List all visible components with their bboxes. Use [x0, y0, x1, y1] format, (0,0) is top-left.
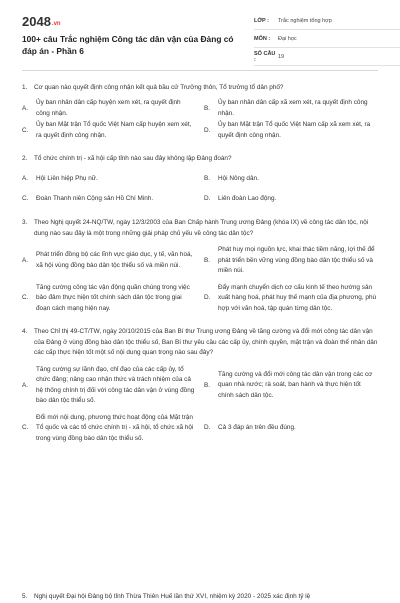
option-c[interactable] [22, 120, 196, 142]
options-grid [22, 245, 378, 314]
question-3 [22, 218, 378, 314]
option-text: Liên đoàn Lao động. [218, 194, 277, 202]
option-letter: A. [22, 381, 29, 389]
option-letter: C. [22, 424, 29, 431]
option-letter: D. [204, 294, 211, 301]
option-d[interactable] [204, 413, 378, 445]
option-text: Phát huy mọi nguồn lực, khai thác tiềm năng, lợi thế để phát triển bền vững vùng đồng bào dân tộc thiểu số và miền núi. [218, 246, 375, 274]
question-stem [22, 327, 378, 359]
option-a[interactable] [22, 245, 196, 277]
meta-table [254, 12, 400, 66]
option-letter: C. [22, 126, 29, 134]
options-grid [22, 365, 378, 445]
option-text: Đẩy mạnh chuyển dịch cơ cấu kinh tế theo hướng sản xuất hàng hoá, phát huy thế mạnh của địa phương, phù hợp với văn hoá, tập quán từng dân tộc. [218, 283, 377, 312]
option-b[interactable] [204, 98, 378, 120]
meta-value: Trắc nghiệm tổng hợp [278, 17, 332, 24]
option-text: Cả 3 đáp án trên đều đúng. [218, 424, 296, 431]
option-letter: D. [204, 194, 211, 202]
option-a[interactable] [22, 365, 196, 407]
meta-row-subject [254, 30, 400, 48]
option-text: Đổi mới nội dung, phương thức hoạt động của Mặt trận Tổ quốc và các tổ chức chính trị - xã hội, tổ chức xã hội trong vùng đồng bào dân tộc thiểu số. [36, 413, 194, 442]
option-d[interactable] [204, 283, 378, 315]
meta-value: Đại học [278, 35, 297, 42]
question-stem [22, 154, 378, 165]
question-5 [22, 592, 378, 603]
option-letter: B. [204, 256, 211, 264]
meta-label: MÔN : [254, 35, 271, 42]
option-text: Hội Nông dân. [218, 174, 259, 182]
option-text: Ủy ban nhân dân cấp xã xem xét, ra quyết định công nhận. [218, 99, 368, 117]
meta-label: LỚP : [254, 17, 269, 24]
option-c[interactable] [22, 413, 196, 445]
question-text: Theo Nghị quyết 24-NQ/TW, ngày 12/3/2003 của Ban Chấp hành Trung ương Đảng (khóa IX) về công tác dân tộc, nội dung nào sau đây là một trong những giải pháp chủ yếu về công tác dân tộc? [34, 219, 369, 237]
option-b[interactable] [204, 173, 378, 185]
option-text: Ủy ban Mặt trận Tổ quốc Việt Nam cấp xã xem xét, ra quyết định công nhận. [218, 121, 371, 139]
question-text: Cơ quan nào quyết định công nhận kết quả bầu cử Trưởng thôn, Tổ trưởng tổ dân phố? [34, 84, 284, 91]
options-grid [22, 98, 378, 142]
option-letter: A. [22, 104, 29, 112]
meta-row-count [254, 48, 400, 66]
question-1 [22, 83, 378, 142]
question-number: 3. [22, 219, 28, 226]
option-text: Hội Liên hiệp Phụ nữ. [36, 174, 98, 182]
option-c[interactable] [22, 283, 196, 315]
question-text: Tổ chức chính trị - xã hội cấp tỉnh nào sau đây không lập Đảng đoàn? [34, 154, 232, 162]
question-number: 5. [22, 593, 28, 600]
option-a[interactable] [22, 173, 196, 185]
option-letter: B. [204, 104, 211, 112]
meta-value: 19 [278, 53, 285, 60]
option-letter: B. [204, 381, 211, 389]
option-d[interactable] [204, 193, 378, 205]
question-number: 1. [22, 84, 28, 91]
question-stem [22, 592, 378, 603]
options-grid [22, 173, 378, 205]
option-letter: C. [22, 194, 29, 202]
option-a[interactable] [22, 98, 196, 120]
option-text: Tăng cường sự lãnh đạo, chỉ đạo của các cấp ủy, tổ chức đảng; nâng cao nhận thức và trách nhiệm của cả hệ thống chính trị đối với công tác dân vận ở vùng đồng bào dân tộc thiểu số. [36, 365, 195, 404]
option-b[interactable] [204, 365, 378, 407]
option-letter: A. [22, 256, 29, 264]
option-letter: A. [22, 174, 29, 182]
option-c[interactable] [22, 193, 196, 205]
page-title: 100+ câu Trắc nghiệm Công tác dân vận của Đảng có đáp án - Phần 6 [22, 34, 234, 56]
document-header [22, 0, 378, 71]
meta-label: SỐ CÂU : [254, 50, 276, 63]
question-stem [22, 83, 378, 94]
site-logo[interactable]: 2048.vn [22, 14, 61, 29]
question-text: Theo Chỉ thị 49-CT/TW, ngày 20/10/2015 của Ban Bí thư Trung ương Đảng về tăng cường và đổi mới công tác dân vận của Đảng ở vùng đồng bào dân tộc thiểu số, Ban Bí thư yêu cầu các cấp ủy, chính quyền, mặt trận và đoàn thể nhân dân các cấp thực hiện tốt một số nội dung quan trọng nào sau đây? [34, 328, 378, 356]
option-text: Đoàn Thanh niên Cộng sản Hồ Chí Minh. [36, 194, 154, 202]
option-letter: C. [22, 294, 29, 301]
option-text: Tăng cường và đổi mới công tác dân vận trong các cơ quan nhà nước; rà soát, ban hành và thực hiện tốt chính sách dân tộc. [218, 370, 373, 399]
option-d[interactable] [204, 120, 378, 142]
option-text: Phát triển đồng bộ các lĩnh vực giáo dục, y tế, văn hoá, xã hội vùng đồng bào dân tộc thiểu số và miền núi. [36, 251, 193, 269]
question-number: 4. [22, 328, 28, 335]
question-2 [22, 154, 378, 206]
option-text: Ủy ban Mặt trận Tổ quốc Việt Nam cấp huyện xem xét, ra quyết định công nhận. [36, 121, 192, 139]
question-number: 2. [22, 154, 28, 162]
question-4 [22, 327, 378, 444]
question-text: Nghị quyết Đại hội Đảng bộ tỉnh Thừa Thiên Huế lần thứ XVI, nhiệm kỳ 2020 - 2025 xác định tỷ lệ [34, 593, 311, 600]
option-text: Ủy ban nhân dân cấp huyện xem xét, ra quyết định công nhận. [36, 99, 181, 117]
option-b[interactable] [204, 245, 378, 277]
option-text: Tăng cường công tác vận động quần chúng trong việc bảo đảm thực hiện tốt chính sách dân tộc trong giai đoạn cách mạng hiện nay. [36, 283, 190, 312]
question-stem [22, 218, 378, 239]
option-letter: B. [204, 174, 211, 182]
option-letter: D. [204, 424, 211, 431]
option-letter: D. [204, 126, 211, 134]
meta-row-class [254, 12, 400, 30]
